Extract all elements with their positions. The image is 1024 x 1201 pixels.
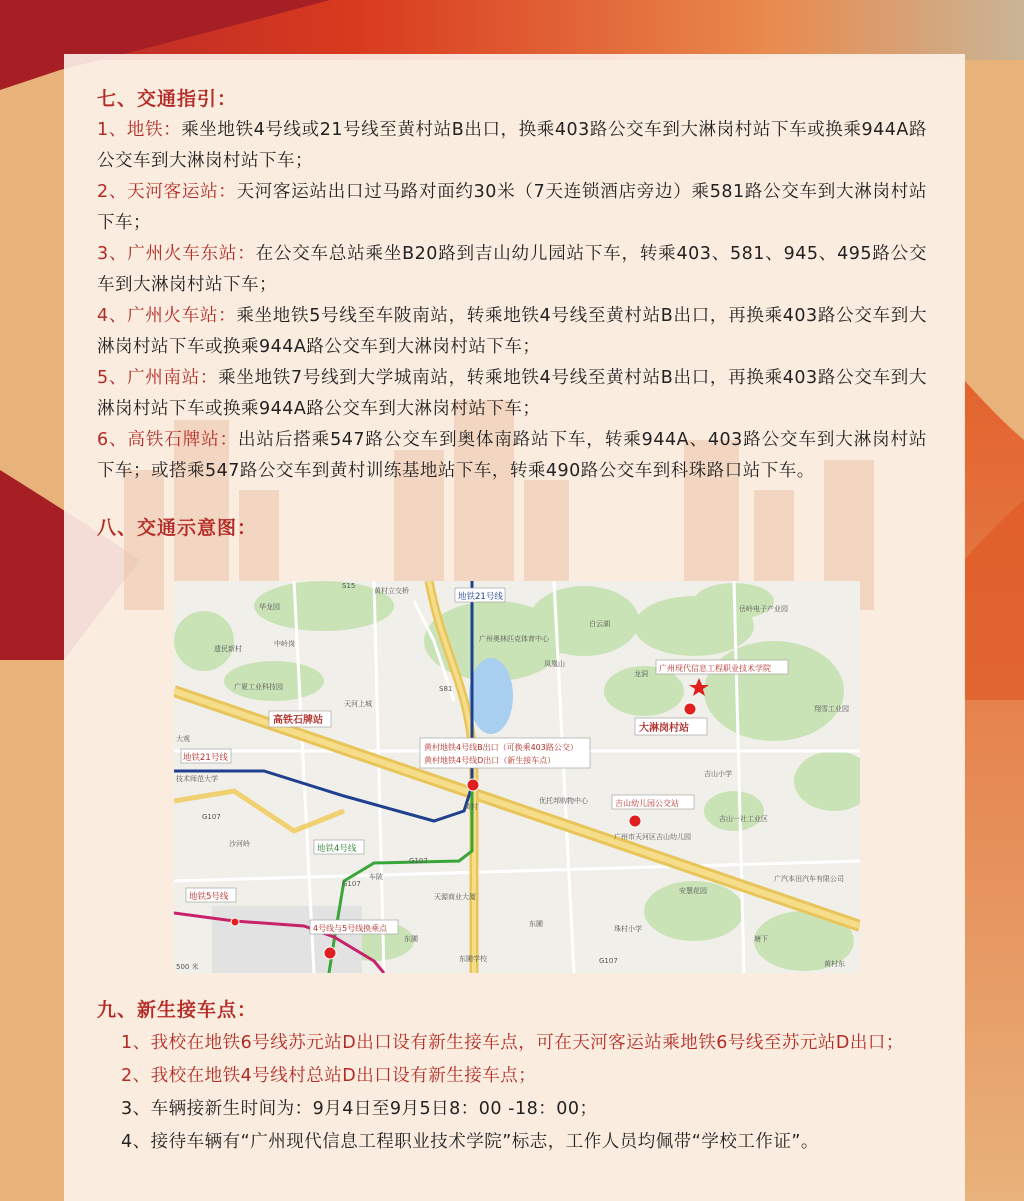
map-label-line5: 地铁5号线 [189,892,229,902]
place-label: 车陂 [369,873,383,881]
guide-item-text: 乘坐地铁5号线至车陂南站，转乘地铁4号线至黄村站B出口，再换乘403路公交车到大淋岗村站下车或换乘944A路公交车到大淋岗村站下车； [97,306,927,357]
guide-item-2 [97,177,927,239]
place-label: 技术师范大学 [176,775,218,783]
section8-heading: 八、交通示意图： [97,517,258,539]
map-label-college: 广州现代信息工程职业技术学院 [659,664,771,673]
marker-huangcun [467,779,479,791]
place-label: 安慧花园 [679,887,707,895]
place-label: 广夏工业科技园 [234,683,283,691]
pickup-item-1: 1、我校在地铁6号线苏元站D出口设有新生接车点，可在天河客运站乘地铁6号线至苏元站D出口； [121,1033,904,1053]
marker-line5 [231,918,239,926]
pickup-item-2: 2、我校在地铁4号线村总站D出口设有新生接车点； [121,1066,537,1086]
guide-item-4 [97,301,927,363]
transport-map [174,581,860,973]
place-label: 岳岭电子产业园 [739,605,788,613]
place-label: 广州市天河区吉山幼儿园 [614,833,691,841]
place-label: 广汽本田汽车有限公司 [774,875,844,883]
marker-transfer [324,947,336,959]
place-label: 天源商业大厦 [434,893,476,901]
map-label-jishan: 吉山幼儿园公交站 [615,799,679,808]
place-label: 东圃 [529,920,543,928]
marker-dalingang [684,703,696,715]
place-label: 大观 [176,735,190,743]
place-label: 黄村东 [824,960,845,968]
place-label: 翔雪工业园 [814,705,849,713]
place-label: 东圃学校 [459,955,487,963]
place-label: 优托邦购物中心 [539,797,588,805]
place-label: 白云湖 [589,620,610,628]
place-label: S15 [342,582,356,590]
map-label-shipai: 高铁石牌站 [273,715,323,726]
map-label-huangcun-b: 黄村地铁4号线B出口（可换乘403路公交） [424,743,578,752]
guide-item-label: 5、广州南站： [97,368,219,388]
place-label: 珠村小学 [614,925,642,933]
guide-item-3 [97,239,927,301]
section-pickup-points [97,995,927,1158]
guide-item-1 [97,115,927,177]
place-label: 遗民新村 [214,645,242,653]
place-label: 黄村立交桥 [374,587,409,595]
pickup-item-3: 3、车辆接新生时间为：9月4日至9月5日8：00 -18：00； [121,1099,598,1119]
guide-item-label: 6、高铁石牌站： [97,430,238,450]
place-label: S81 [439,685,453,693]
place-label: 天河上城 [344,700,372,708]
guide-item-label: 4、广州火车站： [97,306,237,326]
place-label: 沙河岭 [229,840,250,848]
section-transport-guide [97,84,927,540]
guide-item-6 [97,425,927,487]
map-label-huangcun-d: 黄村地铁4号线D出口（新生接车点） [424,756,556,765]
map-label-line21-top: 地铁21号线 [458,592,503,602]
map-label-line4: 地铁4号线 [317,844,357,854]
place-label: 塘下 [754,935,768,943]
section7-heading: 七、交通指引： [97,88,238,110]
marker-jishan [629,815,641,827]
place-label: G107 [342,880,361,888]
guide-item-5 [97,363,927,425]
place-label: 华龙园 [259,603,280,611]
guide-item-text: 乘坐地铁4号线或21号线至黄村站B出口，换乘403路公交车到大淋岗村站下车或换乘944A路公交车到大淋岗村站下车； [97,120,927,171]
place-label: 龙洞 [634,670,648,678]
place-label: 东圃 [404,935,418,943]
guide-item-label: 3、广州火车东站： [97,244,256,264]
map-scale: 500 米 [176,963,199,971]
place-label: 凤凰山 [544,660,565,668]
place-label: G107 [202,813,221,821]
place-label: 广州奥林匹克体育中心 [479,635,549,643]
place-label: 中岭岗 [274,640,295,648]
place-label: 吉山小学 [704,770,732,778]
map-label-transfer: 4号线与5号线换乘点 [313,924,388,933]
place-label: G107 [409,857,428,865]
place-label: 黄村 [464,803,478,811]
guide-item-label: 2、天河客运站： [97,182,237,202]
section9-heading: 九、新生接车点： [97,999,258,1021]
guide-item-label: 1、地铁： [97,120,182,140]
map-lake [469,658,513,734]
pickup-item-4: 4、接待车辆有“广州现代信息工程职业技术学院”标志，工作人员均佩带“学校工作证”。 [121,1132,819,1152]
guide-item-text: 乘坐地铁7号线到大学城南站，转乘地铁4号线至黄村站B出口，再换乘403路公交车到大淋岗村站下车或换乘944A路公交车到大淋岗村站下车； [97,368,927,419]
map-label-line21-left: 地铁21号线 [183,753,228,763]
place-label: G107 [599,957,618,965]
guide-item-text: 天河客运站出口过马路对面约30米（7天连锁酒店旁边）乘581路公交车到大淋岗村站下车； [97,182,927,233]
guide-item-text: 在公交车总站乘坐B20路到吉山幼儿园站下车，转乘403、581、945、495路公交车到大淋岗村站下车； [97,244,927,295]
place-label: 吉山一社工业区 [719,815,768,823]
map-label-dalingang: 大淋岗村站 [639,723,689,734]
guide-item-text: 出站后搭乘547路公交车到奥体南路站下车，转乘944A、403路公交车到大淋岗村站下车；或搭乘547路公交车到黄村训练基地站下车，转乘490路公交车到科珠路口站下车。 [97,430,927,481]
